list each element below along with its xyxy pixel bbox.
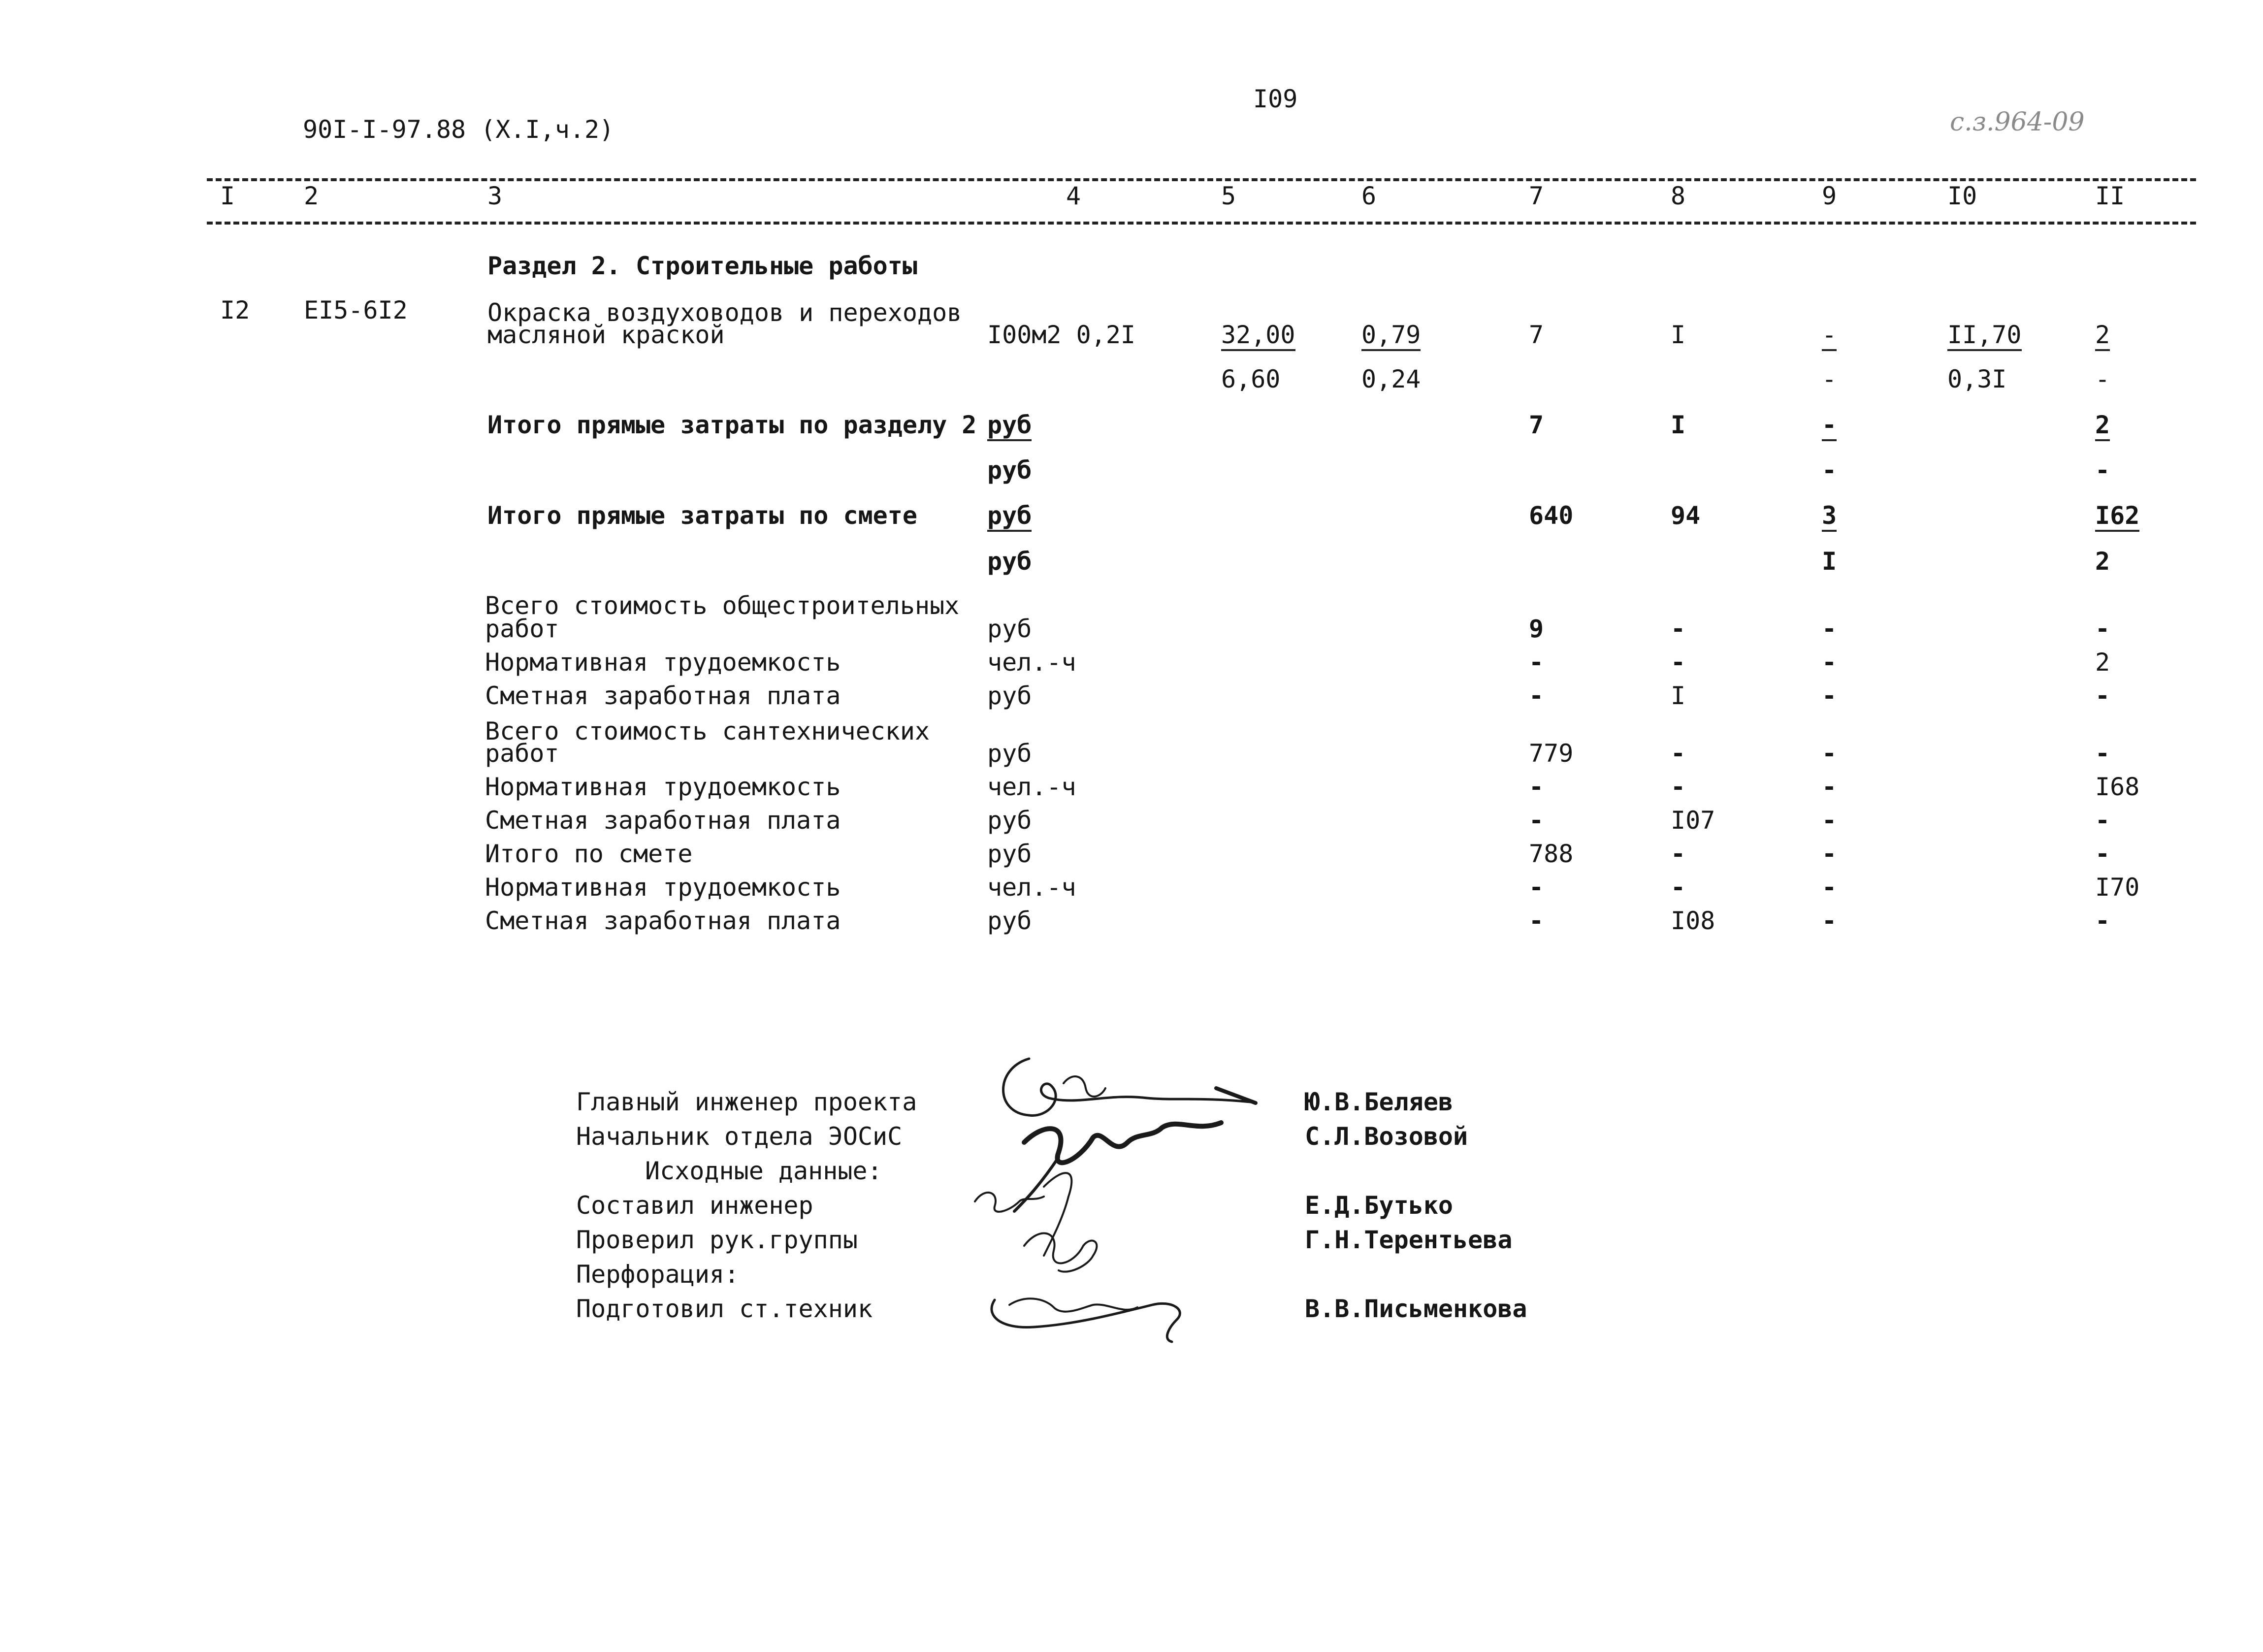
summary-unit: руб: [987, 681, 1032, 710]
summary-col8: -: [1671, 773, 1686, 801]
summary-col11: -: [2095, 840, 2110, 868]
summary-col7: -: [1529, 681, 1544, 710]
item-col11-bottom: -: [2095, 365, 2110, 393]
item-col6-top: 0,79: [1361, 323, 1421, 351]
summary-col7: 788: [1529, 840, 1574, 868]
item-col7: 7: [1529, 321, 1544, 349]
summary-col9: -: [1822, 681, 1837, 710]
col-header-5: 5: [1221, 182, 1236, 210]
subtotal-estimate-col9-bottom: I: [1822, 547, 1837, 576]
subtotal-section-col9-top: -: [1822, 413, 1837, 441]
summary-label-line1: Сметная заработная плата: [485, 907, 841, 935]
summary-col7: -: [1529, 648, 1544, 677]
summary-col9: -: [1822, 873, 1837, 902]
subtotal-estimate-col8: 94: [1671, 501, 1701, 530]
summary-col11: I68: [2095, 773, 2140, 801]
item-col5-bottom: 6,60: [1221, 365, 1281, 393]
signature-name: В.В.Письменкова: [1305, 1295, 1527, 1323]
item-col9-bottom: -: [1822, 365, 1837, 393]
handwritten-signatures: [965, 1039, 1280, 1354]
subtotal-section-label: Итого прямые затраты по разделу 2: [487, 411, 977, 439]
summary-col7: 779: [1529, 739, 1574, 768]
summary-col9: -: [1822, 648, 1837, 677]
subtotal-section-col11-top: 2: [2095, 413, 2110, 441]
col-header-10: I0: [1947, 182, 1977, 210]
summary-col11: I70: [2095, 873, 2140, 902]
col-header-4: 4: [1066, 182, 1081, 210]
signature-name: С.Л.Возовой: [1305, 1122, 1468, 1151]
subtotal-estimate-unit-top: руб: [987, 503, 1032, 532]
summary-unit: руб: [987, 806, 1032, 835]
summary-label-line1: Нормативная трудоемкость: [485, 873, 841, 902]
item-col6-bottom: 0,24: [1361, 365, 1421, 393]
summary-col8: -: [1671, 739, 1686, 768]
subtotal-estimate-label: Итого прямые затраты по смете: [487, 501, 917, 530]
subtotal-section-unit-top: руб: [987, 413, 1032, 441]
summary-col11: -: [2095, 739, 2110, 768]
summary-col8: -: [1671, 873, 1686, 902]
summary-unit: руб: [987, 907, 1032, 935]
summary-label-line1: Всего стоимость сантехнических: [485, 717, 930, 745]
col-header-1: I: [220, 182, 235, 210]
header-rule-bottom: [207, 222, 2196, 225]
summary-col8: I07: [1671, 806, 1715, 835]
summary-label-line1: Итого по смете: [485, 840, 693, 868]
signature-name: Е.Д.Бутько: [1305, 1191, 1454, 1220]
item-col10-top: II,70: [1947, 323, 2022, 351]
document-code: 90I-I-97.88 (X.I,ч.2): [303, 115, 614, 144]
summary-col7: -: [1529, 873, 1544, 902]
summary-unit: руб: [987, 739, 1032, 768]
col-header-7: 7: [1529, 182, 1544, 210]
item-unit-qty: I00м2 0,2I: [987, 321, 1136, 349]
summary-unit: чел.-ч: [987, 773, 1076, 801]
item-number: I2: [220, 296, 250, 324]
subtotal-section-unit-bottom: руб: [987, 456, 1032, 485]
subtotal-estimate-col7: 640: [1529, 501, 1574, 530]
summary-col7: -: [1529, 907, 1544, 935]
summary-col8: -: [1671, 840, 1686, 868]
item-name-line1: Окраска воздуховодов и переходов: [487, 298, 962, 327]
subtotal-section-col11-bottom: -: [2095, 456, 2110, 485]
signature-role: Начальник отдела ЭОСиС: [576, 1122, 903, 1151]
header-rule-top: [207, 178, 2196, 181]
summary-unit: руб: [987, 615, 1032, 643]
item-col11-top: 2: [2095, 323, 2110, 351]
signature-role: Подготовил ст.техник: [576, 1295, 873, 1323]
summary-col9: -: [1822, 773, 1837, 801]
summary-col11: -: [2095, 681, 2110, 710]
summary-label-line1: Сметная заработная плата: [485, 806, 841, 835]
col-header-2: 2: [304, 182, 319, 210]
item-col5-top: 32,00: [1221, 323, 1295, 351]
signature-name: Ю.В.Беляев: [1305, 1088, 1454, 1116]
summary-col7: -: [1529, 773, 1544, 801]
summary-label-line1: Всего стоимость общестроительных: [485, 591, 960, 620]
summary-col9: -: [1822, 615, 1837, 643]
subtotal-estimate-col11-top: I62: [2095, 503, 2139, 532]
col-header-8: 8: [1671, 182, 1686, 210]
summary-col9: -: [1822, 840, 1837, 868]
subtotal-estimate-col9-top: 3: [1822, 503, 1837, 532]
col-header-9: 9: [1822, 182, 1837, 210]
item-col8: I: [1671, 321, 1686, 349]
summary-col11: -: [2095, 615, 2110, 643]
item-col10-bottom: 0,3I: [1947, 365, 2007, 393]
item-col9-top: -: [1822, 323, 1837, 351]
signature-role: Проверил рук.группы: [576, 1226, 858, 1254]
item-name-line2: масляной краской: [487, 321, 725, 349]
archive-stamp: с.з.964-09: [1950, 107, 2085, 137]
signature-role: Исходные данные:: [645, 1157, 882, 1185]
col-header-3: 3: [487, 182, 503, 210]
summary-label-line1: Сметная заработная плата: [485, 681, 841, 710]
col-header-11: II: [2095, 182, 2125, 210]
signature-role: Главный инженер проекта: [576, 1088, 917, 1116]
summary-label-line1: Нормативная трудоемкость: [485, 648, 841, 677]
summary-unit: чел.-ч: [987, 648, 1076, 677]
subtotal-section-col9-bottom: -: [1822, 456, 1837, 485]
subtotal-section-col7: 7: [1529, 411, 1544, 439]
summary-label-line2: работ: [485, 739, 559, 768]
summary-unit: чел.-ч: [987, 873, 1076, 902]
summary-col9: -: [1822, 907, 1837, 935]
summary-label-line2: работ: [485, 615, 559, 643]
summary-col11: 2: [2095, 648, 2110, 677]
summary-col9: -: [1822, 739, 1837, 768]
summary-col11: -: [2095, 907, 2110, 935]
signature-role: Составил инженер: [576, 1191, 813, 1220]
summary-label-line1: Нормативная трудоемкость: [485, 773, 841, 801]
summary-unit: руб: [987, 840, 1032, 868]
summary-col7: 9: [1529, 615, 1544, 643]
summary-col8: -: [1671, 648, 1686, 677]
signature-role: Перфорация:: [576, 1260, 740, 1289]
subtotal-estimate-unit-bottom: руб: [987, 547, 1032, 576]
section-title: Раздел 2. Строительные работы: [487, 252, 917, 280]
summary-col8: I: [1671, 681, 1686, 710]
summary-col8: -: [1671, 615, 1686, 643]
subtotal-estimate-col11-bottom: 2: [2095, 547, 2110, 576]
summary-col7: -: [1529, 806, 1544, 835]
summary-col11: -: [2095, 806, 2110, 835]
summary-col8: I08: [1671, 907, 1715, 935]
subtotal-section-col8: I: [1671, 411, 1686, 439]
signature-name: Г.Н.Терентьева: [1305, 1226, 1513, 1254]
item-code: EI5-6I2: [304, 296, 408, 324]
col-header-6: 6: [1361, 182, 1377, 210]
summary-col9: -: [1822, 806, 1837, 835]
page-number: I09: [1253, 85, 1298, 113]
